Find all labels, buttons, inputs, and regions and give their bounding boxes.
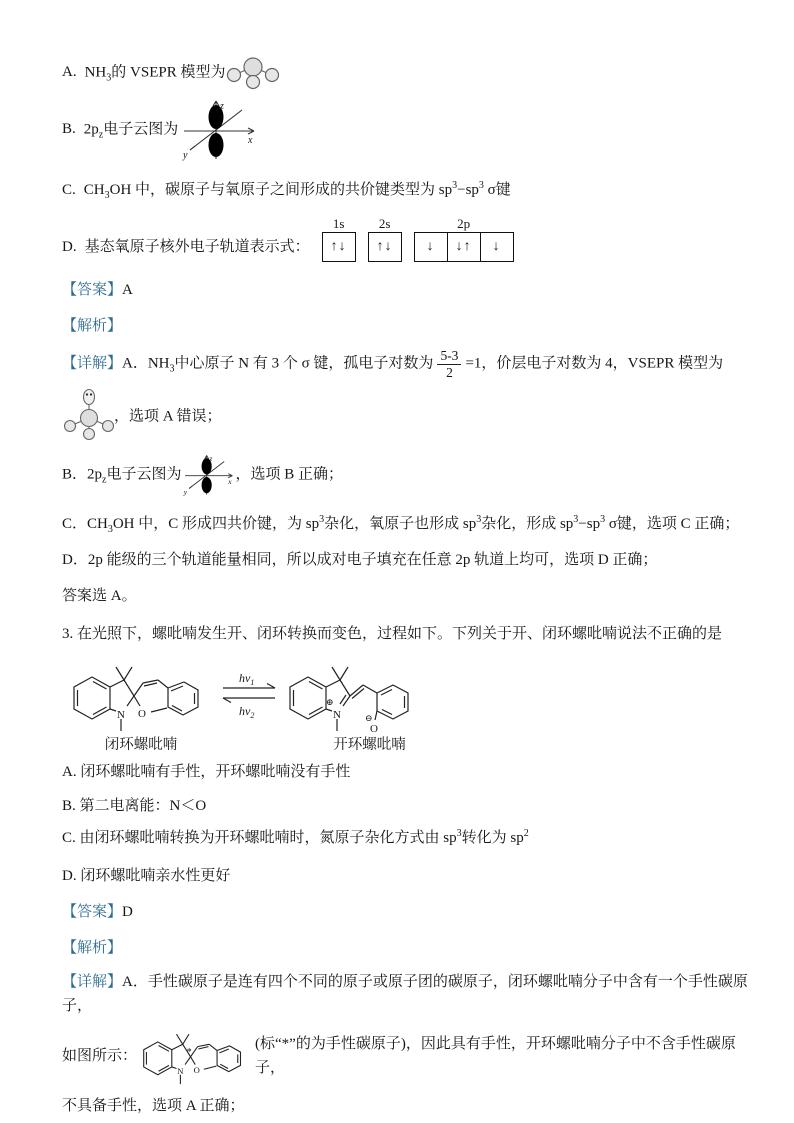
option-letter: C. xyxy=(62,182,76,198)
q2-detail-c xyxy=(62,512,748,536)
q3-detail-figure-line xyxy=(62,1024,748,1088)
option-letter: D. xyxy=(62,239,77,255)
q2-option-b xyxy=(62,98,748,162)
p-orbital-small-image xyxy=(181,452,235,498)
superscript: 2 xyxy=(523,828,529,840)
q2-option-a xyxy=(62,54,748,92)
option-text: 基态氧原子核外电子轨道表示式： xyxy=(84,239,310,255)
orbital-box: ↓ xyxy=(414,232,448,262)
open-spiropyran-label: 开环螺吡喃 xyxy=(333,737,406,754)
detail-label: 【详解】 xyxy=(62,974,123,991)
orbital-group-2s xyxy=(368,216,402,262)
vsepr-tetrahedral-model-image xyxy=(62,388,114,446)
analysis-label: 【解析】 xyxy=(62,940,123,957)
oxygen-atom-label: O xyxy=(370,723,378,736)
superscript: 3 xyxy=(476,514,482,526)
superscript: 3 xyxy=(478,180,484,191)
q3-option-a: A. 闭环螺吡喃有手性，开环螺吡喃没有手性 xyxy=(62,764,351,781)
closed-spiropyran-label: 闭环螺吡喃 xyxy=(104,737,178,754)
q2-answer-line xyxy=(62,278,748,302)
q2-detail-a-figure xyxy=(62,388,748,446)
option-text: σ键 xyxy=(483,182,511,198)
orbital-label: 2s xyxy=(378,216,391,231)
p-orbital-image xyxy=(178,98,258,162)
option-letter: B. xyxy=(62,121,76,138)
q3-option-b: B. 第二电离能：N＜O xyxy=(62,798,207,815)
superscript: 3 xyxy=(573,514,579,526)
oxygen-atom-label: O xyxy=(193,1065,200,1076)
option-text: 2p xyxy=(83,121,99,138)
open-spiropyran-block xyxy=(282,654,457,754)
answer-label: 【答案】 xyxy=(62,282,123,298)
axis-y-label: y xyxy=(184,487,188,497)
equilibrium-arrows xyxy=(220,668,278,720)
orbital-box: ↓ xyxy=(481,232,514,262)
axis-y-label: y xyxy=(183,150,188,161)
negative-charge-symbol: ⊖ xyxy=(365,713,373,724)
detail-text: σ键，选项 C 正确； xyxy=(605,516,740,533)
q3-option-d: D. 闭环螺吡喃亲水性更好 xyxy=(62,868,231,885)
option-text: NH xyxy=(84,64,107,81)
answer-value: D xyxy=(122,904,133,921)
superscript: 3 xyxy=(319,514,325,526)
analysis-label: 【解析】 xyxy=(62,318,123,334)
nitrogen-atom-label: N xyxy=(117,709,125,722)
orbital-box: ↑↓ xyxy=(322,232,356,262)
option-text: C. 由闭环螺吡喃转换为开环螺吡喃时，氮原子杂化方式由 sp xyxy=(62,830,457,847)
option-text: 电子云图为 xyxy=(103,121,179,138)
answer-label: 【答案】 xyxy=(62,904,123,921)
detail-text: 中心原子 N 有 3 个 σ 键，孤电子对数为 xyxy=(174,355,434,372)
option-text: −sp xyxy=(457,182,479,198)
q3-analysis-line xyxy=(62,936,748,960)
subscript: z xyxy=(102,474,107,486)
nitrogen-atom-label: N xyxy=(177,1065,184,1076)
option-text: 转化为 sp xyxy=(461,830,524,847)
axis-z-label: z xyxy=(209,453,213,463)
chiral-carbon-star: * xyxy=(186,1047,192,1059)
detail-text: 杂化，形成 sp xyxy=(481,516,574,533)
q3-detail-a xyxy=(62,970,748,1018)
q3-stem: 3. 在光照下，螺吡喃发生开、闭环转换而变色，过程如下。下列关于开、闭环螺吡喃说法不正确的是 xyxy=(62,626,723,643)
q3-answer-line xyxy=(62,900,748,924)
superscript: 3 xyxy=(456,828,462,840)
orbital-box: ↑↓ xyxy=(368,232,402,262)
option-text: 的 VSEPR 模型为 xyxy=(111,64,226,81)
q2-option-c xyxy=(62,178,748,202)
detail-text: A．NH xyxy=(122,355,170,372)
detail-text: 杂化，氧原子也形成 sp xyxy=(324,516,477,533)
fraction-denominator: 2 xyxy=(446,364,453,380)
detail-text: 如图所示： xyxy=(62,1048,138,1065)
orbital-box-diagram xyxy=(310,216,514,262)
orbital-group-1s xyxy=(322,216,356,262)
oxygen-atom-label: O xyxy=(138,708,146,721)
q2-detail-a xyxy=(62,348,748,380)
subscript: 3 xyxy=(106,72,112,84)
orbital-label: 2p xyxy=(457,216,471,231)
spiropyran-scheme xyxy=(66,654,748,754)
positive-charge-symbol: ⊕ xyxy=(326,697,334,708)
detail-text: −sp xyxy=(578,516,601,533)
detail-text: OH 中，C 形成四共价键，为 sp xyxy=(112,516,320,533)
orbital-box-row xyxy=(414,232,514,262)
answer-value: A xyxy=(122,282,133,298)
detail-text: B．2p xyxy=(62,466,103,483)
nitrogen-atom-label: N xyxy=(333,709,341,722)
fraction xyxy=(437,348,461,380)
detail-text: (标“*”的为手性碳原子)，因此具有手性，开环螺吡喃分子中不含手性碳原子， xyxy=(255,1036,736,1077)
detail-text: ，选项 B 正确； xyxy=(235,466,343,483)
subscript: 3 xyxy=(169,363,175,375)
subscript: z xyxy=(98,129,104,141)
q2-detail-b xyxy=(62,452,748,498)
closed-spiropyran-chiral-structure xyxy=(137,1024,255,1088)
hv1-label: $hv_1$ xyxy=(239,671,255,688)
closed-spiropyran-block xyxy=(66,654,216,754)
orbital-label: 1s xyxy=(332,216,345,231)
superscript: 3 xyxy=(452,180,458,191)
vsepr-model-image xyxy=(225,54,281,92)
axis-z-label: z xyxy=(220,101,225,112)
superscript: 3 xyxy=(600,514,606,526)
orbital-box: ↓↑ xyxy=(448,232,481,262)
detail-text: C．CH xyxy=(62,516,108,533)
closed-spiropyran-structure xyxy=(66,654,216,736)
axis-x-label: x xyxy=(248,135,253,146)
hv2-label: $hv_2$ xyxy=(239,704,255,721)
q2-analysis-line xyxy=(62,314,748,338)
q2-detail-d: D．2p 能级的三个轨道能量相同，所以成对电子填充在任意 2p 轨道上均可，选项 D 正确； xyxy=(62,552,658,569)
detail-text: A．手性碳原子是连有四个不同的原子或原子团的碳原子，闭环螺吡喃分子中含有一个手性碳原子， xyxy=(62,974,748,1015)
subscript: 3 xyxy=(107,524,113,536)
option-text: CH xyxy=(83,182,105,198)
option-text: OH 中，碳原子与氧原子之间形成的共价键类型为 sp xyxy=(109,182,453,198)
q2-conclusion: 答案选 A。 xyxy=(62,588,137,605)
detail-text: ，选项 A 错误； xyxy=(114,408,222,425)
fraction-numerator: 5-3 xyxy=(437,348,461,365)
detail-label: 【详解】 xyxy=(62,355,123,372)
q3-option-c xyxy=(62,826,748,850)
detail-text: 电子云图为 xyxy=(106,466,182,483)
q3-detail-last-line: 不具备手性，选项 A 正确； xyxy=(62,1098,245,1115)
detail-text: =1，价层电子对数为 4，VSEPR 模型为 xyxy=(465,355,724,372)
open-spiropyran-structure xyxy=(282,654,457,736)
subscript: 3 xyxy=(104,190,110,201)
q2-option-d xyxy=(62,216,748,262)
orbital-group-2p xyxy=(414,216,514,262)
option-letter: A. xyxy=(62,64,77,81)
axis-x-label: x xyxy=(228,476,233,486)
